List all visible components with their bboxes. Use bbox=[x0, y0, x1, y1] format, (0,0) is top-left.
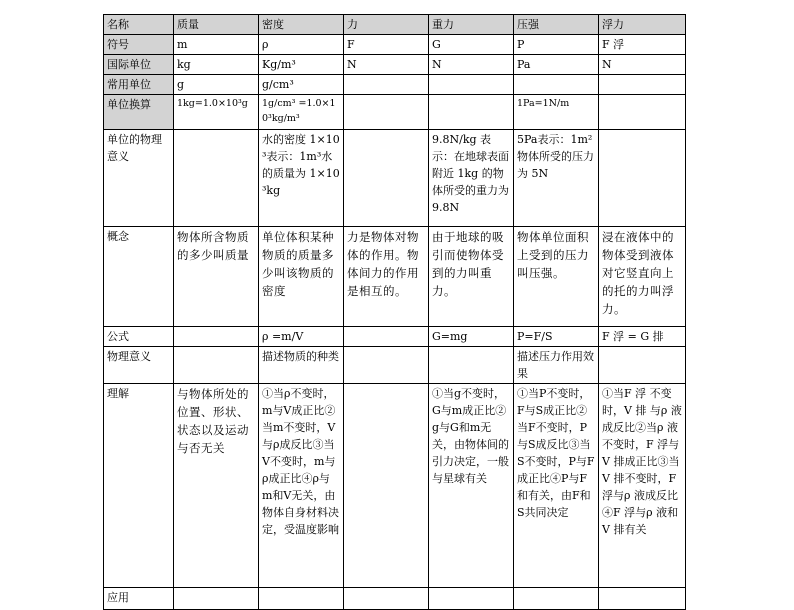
table-cell bbox=[344, 588, 429, 610]
table-cell: G=mg bbox=[429, 327, 514, 347]
row-label: 应用 bbox=[104, 588, 174, 610]
column-header: 浮力 bbox=[599, 15, 686, 35]
table-row bbox=[104, 130, 686, 227]
table-cell: 1Pa=1N/m bbox=[514, 95, 599, 130]
table-cell: P bbox=[514, 35, 599, 55]
column-header: 密度 bbox=[259, 15, 344, 35]
table-cell: kg bbox=[174, 55, 259, 75]
table-cell: ①当g不变时，G与m成正比②g与G和m无关，由物体间的引力决定，一般与星球有关 bbox=[429, 384, 514, 588]
table-row bbox=[104, 227, 686, 327]
table-cell: ①当F 浮 不变时，V 排 与ρ 液 成反比②当ρ 液不变时，F 浮与V 排成正比③当V 排不变时，F 浮与ρ 液成反比④F 浮与ρ 液和V 排有关 bbox=[599, 384, 686, 588]
table-cell: N bbox=[344, 55, 429, 75]
table-cell: 由于地球的吸引而使物体受到的力叫重力。 bbox=[429, 227, 514, 327]
column-header: 力 bbox=[344, 15, 429, 35]
table-row bbox=[104, 95, 686, 130]
row-label: 单位的物理意义 bbox=[104, 130, 174, 227]
table-cell: ①当ρ不变时，m与V成正比②当m不变时，V与ρ成反比③当V不变时，m与ρ成正比④ρ与m和V无关，由物体自身材料决定，受温度影响 bbox=[259, 384, 344, 588]
table-cell bbox=[599, 75, 686, 95]
row-label: 理解 bbox=[104, 384, 174, 588]
row-label: 单位换算 bbox=[104, 95, 174, 130]
table-cell: F 浮 = G 排 bbox=[599, 327, 686, 347]
table-cell bbox=[259, 588, 344, 610]
table-cell bbox=[429, 588, 514, 610]
table-cell: N bbox=[429, 55, 514, 75]
table-cell: 力是物体对物体的作用。物体间力的作用是相互的。 bbox=[344, 227, 429, 327]
table-cell: 与物体所处的位置、形状、状态以及运动与否无关 bbox=[174, 384, 259, 588]
table-row bbox=[104, 588, 686, 610]
header-row bbox=[104, 15, 686, 35]
table-cell bbox=[599, 588, 686, 610]
table-cell bbox=[344, 347, 429, 384]
row-label: 符号 bbox=[104, 35, 174, 55]
table-cell: 单位体积某种物质的质量多少叫该物质的密度 bbox=[259, 227, 344, 327]
table-cell: 1g/cm³ =1.0×10³kg/m³ bbox=[259, 95, 344, 130]
table-cell: P=F/S bbox=[514, 327, 599, 347]
table-cell: g/cm³ bbox=[259, 75, 344, 95]
table-row bbox=[104, 55, 686, 75]
table-cell: Kg/m³ bbox=[259, 55, 344, 75]
table-cell: g bbox=[174, 75, 259, 95]
physics-table bbox=[103, 14, 686, 610]
table-cell bbox=[174, 327, 259, 347]
row-label: 国际单位 bbox=[104, 55, 174, 75]
table-cell: 9.8N/kg 表示：在地球表面附近 1kg 的物体所受的重力为 9.8N bbox=[429, 130, 514, 227]
column-header: 压强 bbox=[514, 15, 599, 35]
table-cell bbox=[599, 347, 686, 384]
table-cell bbox=[344, 75, 429, 95]
table-cell: 水的密度 1×10³表示：1m³水的质量为 1×10³kg bbox=[259, 130, 344, 227]
table-cell bbox=[174, 130, 259, 227]
table-cell bbox=[344, 130, 429, 227]
table-cell bbox=[344, 95, 429, 130]
table-cell: F 浮 bbox=[599, 35, 686, 55]
table-row bbox=[104, 384, 686, 588]
table-cell: 5Pa表示：1m²物体所受的压力为 5N bbox=[514, 130, 599, 227]
table-cell: 1kg=1.0×10³g bbox=[174, 95, 259, 130]
table-cell bbox=[429, 347, 514, 384]
table-cell: 描述压力作用效果 bbox=[514, 347, 599, 384]
table-cell bbox=[429, 95, 514, 130]
table-cell bbox=[599, 95, 686, 130]
table-cell: Pa bbox=[514, 55, 599, 75]
table-cell: 浸在液体中的物体受到液体对它竖直向上的托的力叫浮力。 bbox=[599, 227, 686, 327]
table-cell: 物体所含物质的多少叫质量 bbox=[174, 227, 259, 327]
row-label: 常用单位 bbox=[104, 75, 174, 95]
column-header: 名称 bbox=[104, 15, 174, 35]
table-cell: ①当P不变时，F与S成正比②当F不变时，P与S成反比③当S不变时，P与F成正比④P与F和有关，由F和S共同决定 bbox=[514, 384, 599, 588]
table-cell: ρ bbox=[259, 35, 344, 55]
table-cell: N bbox=[599, 55, 686, 75]
table-cell bbox=[514, 588, 599, 610]
row-label: 物理意义 bbox=[104, 347, 174, 384]
column-header: 重力 bbox=[429, 15, 514, 35]
table-row bbox=[104, 327, 686, 347]
table-cell: 描述物质的种类 bbox=[259, 347, 344, 384]
table-row bbox=[104, 35, 686, 55]
column-header: 质量 bbox=[174, 15, 259, 35]
table-cell bbox=[429, 75, 514, 95]
table-cell bbox=[174, 588, 259, 610]
table-cell: G bbox=[429, 35, 514, 55]
table-cell bbox=[599, 130, 686, 227]
table-cell: 物体单位面积上受到的压力叫压强。 bbox=[514, 227, 599, 327]
row-label: 概念 bbox=[104, 227, 174, 327]
table-cell bbox=[174, 347, 259, 384]
table-cell: ρ =m/V bbox=[259, 327, 344, 347]
table-cell: F bbox=[344, 35, 429, 55]
table-cell bbox=[514, 75, 599, 95]
table-cell: m bbox=[174, 35, 259, 55]
table-row bbox=[104, 347, 686, 384]
table-row bbox=[104, 75, 686, 95]
table-cell bbox=[344, 327, 429, 347]
table-cell bbox=[344, 384, 429, 588]
row-label: 公式 bbox=[104, 327, 174, 347]
